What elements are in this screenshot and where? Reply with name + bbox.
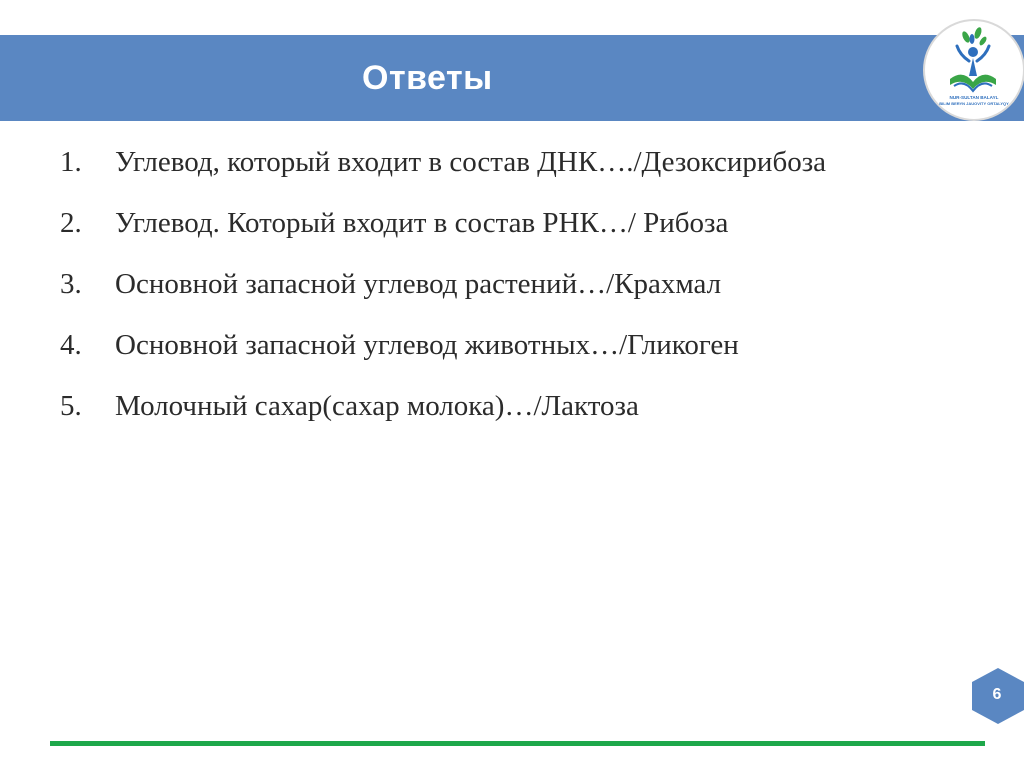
answer-number: 2. bbox=[60, 207, 82, 239]
logo-text-line1: NUR-SULTAN BALAYL bbox=[949, 95, 999, 100]
answer-text: Молочный сахар(сахар молока)…/Лактоза bbox=[115, 390, 639, 422]
school-logo-icon bbox=[920, 13, 1024, 127]
header-bar bbox=[0, 35, 1024, 121]
answer-item-2 bbox=[60, 193, 826, 254]
answer-number: 3. bbox=[60, 268, 82, 300]
answer-item-3 bbox=[60, 254, 826, 315]
logo-text-line2: BILIM BERYN JAUOVITY ORTALYQY bbox=[939, 101, 1009, 106]
slide-title: Ответы bbox=[362, 59, 493, 97]
answer-text: Основной запасной углевод животных…/Гликоген bbox=[115, 329, 739, 361]
answer-text: Основной запасной углевод растений…/Крахмал bbox=[115, 268, 722, 300]
footer-line bbox=[50, 741, 985, 746]
answers-list bbox=[60, 132, 826, 437]
answer-text: Углевод, который входит в состав ДНК…./Дезоксирибоза bbox=[115, 146, 827, 178]
answer-item-1 bbox=[60, 132, 826, 193]
answer-number: 5. bbox=[60, 390, 82, 422]
page-number: 6 bbox=[992, 686, 1002, 703]
answer-number: 1. bbox=[60, 146, 82, 178]
answer-number: 4. bbox=[60, 329, 82, 361]
answer-item-5 bbox=[60, 376, 826, 437]
answer-text: Углевод. Который входит в состав РНК…/ Рибоза bbox=[115, 207, 729, 239]
answer-item-4 bbox=[60, 315, 826, 376]
